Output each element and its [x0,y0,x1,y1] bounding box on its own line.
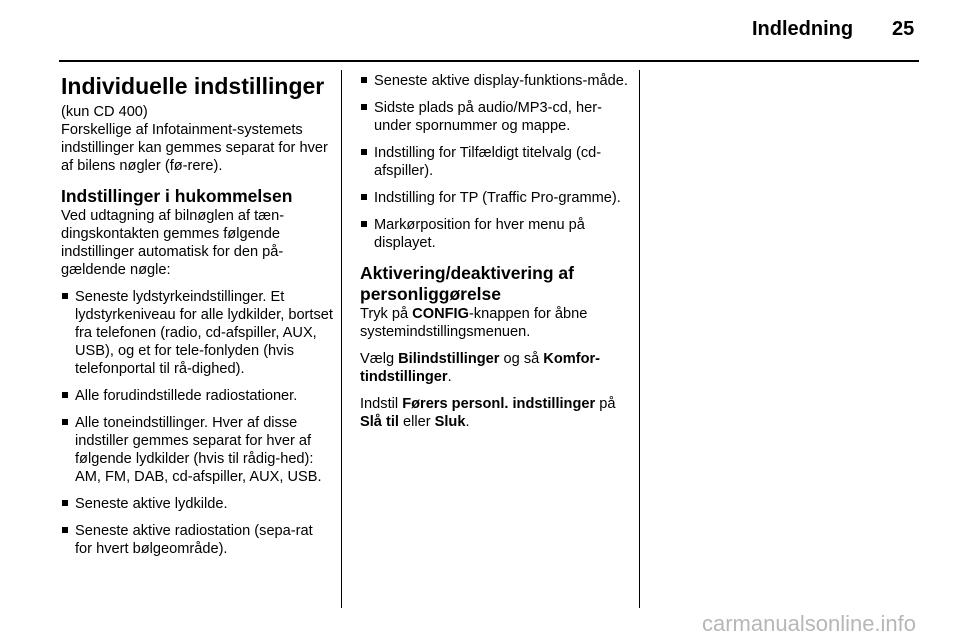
option-label: Sluk [434,414,466,430]
instruction-config [360,305,632,341]
left-column [61,72,333,567]
list-item [360,99,632,135]
list-item-text: Sidste plads på audio/MP3-cd, her-under spornummer og mappe. [374,100,602,134]
intro-paragraph: Forskellige af Infotainment-systemets indstillinger kan gemmes separat for hver af bilens nøgler (fø-rere). [61,122,328,174]
memory-settings-list-continued [360,72,632,252]
instruction-set-option [360,395,632,431]
list-item [360,72,632,90]
menu-item-label: Komfor-tindstillinger [360,351,601,385]
bullet-icon [62,419,68,425]
memory-intro-paragraph: Ved udtagning af bilnøglen af tæn-dingskontakten gemmes følgende indstillinger automatisk for den på-gældende nøgle: [61,208,285,278]
list-item [61,387,333,405]
instruction-text: Vælg [360,351,399,367]
list-item-text: Seneste aktive radiostation (sepa-rat for hvert bølgeområde). [75,523,313,557]
bullet-icon [62,392,68,398]
instruction-text: på [595,396,616,412]
list-item [61,414,333,486]
watermark: carmanualsonline.info [702,611,917,636]
column-divider-right [639,70,640,608]
list-item [61,288,333,378]
instruction-text: og så [499,351,544,367]
list-item-text: Seneste aktive display-funktions-måde. [374,73,628,89]
list-item-text: Indstilling for TP (Traffic Pro-gramme). [374,190,621,206]
list-item [360,144,632,180]
bullet-icon [62,500,68,506]
instruction-text: Indstil [360,396,403,412]
list-item-text: Alle toneindstillinger. Hver af disse indstiller gemmes separat for hver af følgende lydkilder (hvis til rådig-hed): AM, FM, DAB, cd-afspiller, AUX, USB. [75,415,322,485]
middle-column [360,72,632,440]
instruction-select-menu [360,350,632,386]
menu-item-label: Førers personl. indstillinger [402,396,596,412]
page-number: 25 [892,18,915,40]
section-heading-memory: Indstillinger i hukommelsen [61,186,293,206]
menu-item-label: Bilindstillinger [398,351,500,367]
bullet-icon [361,104,367,110]
instruction-text: . [465,414,470,430]
section-heading-activation: Aktivering/deaktivering af personliggørelse [360,263,574,304]
list-item [360,189,632,207]
list-item [61,522,333,558]
chapter-title: Indledning [752,18,854,40]
bullet-icon [361,77,367,83]
instruction-text: eller [398,414,435,430]
instruction-text: Tryk på [360,306,413,322]
instruction-text: -knappen for åbne systemindstillingsmenuen. [360,306,588,340]
memory-settings-list [61,288,333,558]
bullet-icon [62,293,68,299]
instruction-text: . [447,369,452,385]
list-item-text: Alle forudindstillede radiostationer. [75,388,298,404]
option-label: Slå til [360,414,399,430]
bullet-icon [361,149,367,155]
list-item-text: Seneste lydstyrkeindstillinger. Et lydstyrkeniveau for alle lydkilder, bortset fra telefonen (radio, cd-afspiller, AUX, USB), og et for tele-fonlyden (hvis telefonportal til rå-dighed). [75,289,333,377]
page-title: Individuelle indstillinger [61,73,325,99]
column-divider-left [341,70,342,608]
list-item [61,495,333,513]
list-item-text: Seneste aktive lydkilde. [75,496,228,512]
bullet-icon [62,527,68,533]
list-item-text: Markørposition for hver menu på displayet. [374,217,585,251]
bullet-icon [361,194,367,200]
list-item-text: Indstilling for Tilfældigt titelvalg (cd-afspiller). [374,145,602,179]
list-item [360,216,632,252]
bullet-icon [361,221,367,227]
page-header [0,18,960,48]
subtitle: (kun CD 400) [61,104,148,120]
header-rule [59,60,919,62]
config-button-label: CONFIG [412,306,469,322]
